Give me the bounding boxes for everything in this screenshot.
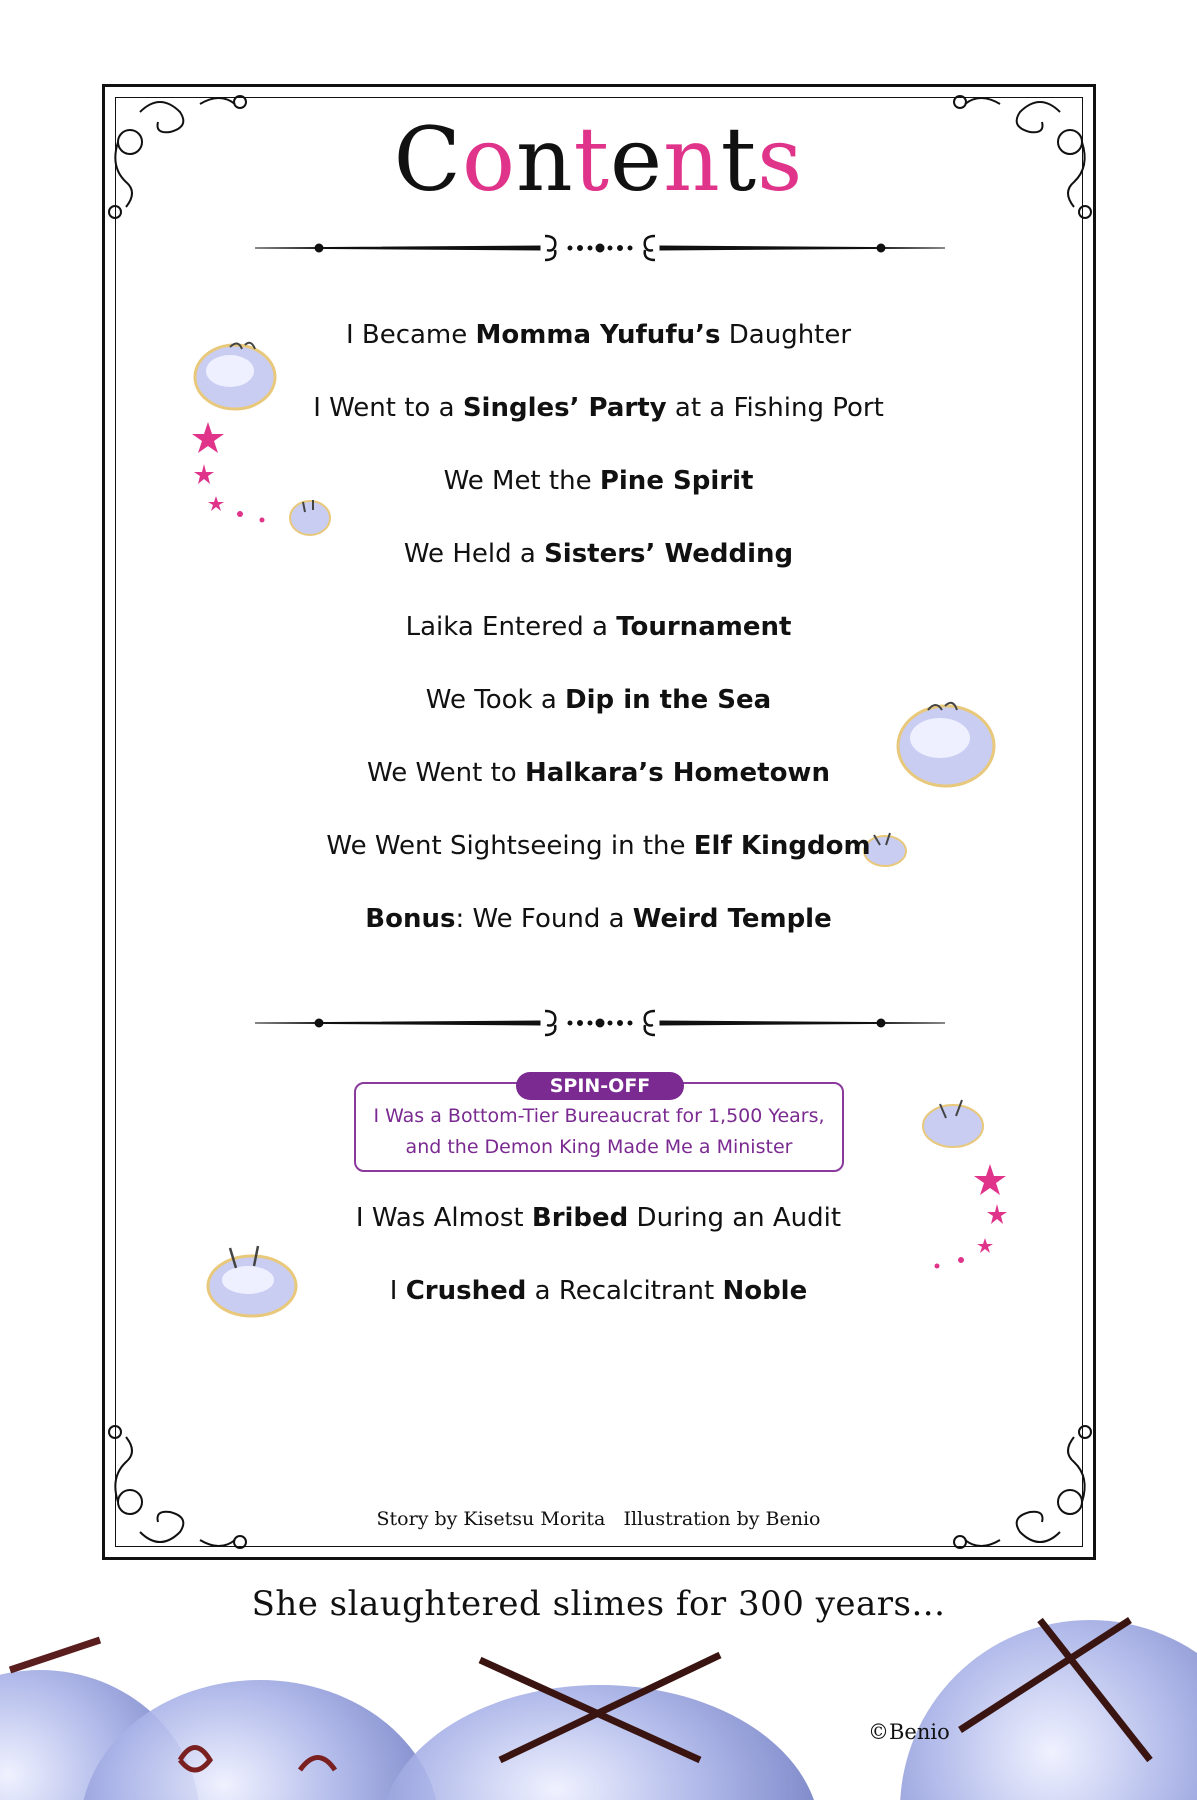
toc-entry-text: : We Found a <box>455 904 633 934</box>
toc-entry-text: Daughter <box>720 320 852 350</box>
page-title <box>0 110 1197 210</box>
toc-entry-text: We Went Sightseeing in the <box>326 831 694 861</box>
toc-entry-text: at a Fishing Port <box>666 393 884 423</box>
title-letter: e <box>610 108 664 211</box>
toc-entry-text: During an Audit <box>628 1203 842 1233</box>
toc-entry-text: We Held a <box>403 539 545 569</box>
toc-entry-text: We Went to <box>367 758 525 788</box>
toc-entry <box>0 902 1197 936</box>
title-letter: t <box>573 108 611 211</box>
toc-entry-text: I Was Almost <box>355 1203 532 1233</box>
toc-entry-text: We Took a <box>425 685 566 715</box>
toc-entry <box>0 1201 1197 1235</box>
toc-entry <box>0 318 1197 352</box>
toc-entry <box>0 537 1197 571</box>
toc-entry-emphasis: Momma Yufufu’s <box>475 320 721 350</box>
toc-entry-emphasis: Tournament <box>616 612 792 642</box>
toc-entry-emphasis: Elf Kingdom <box>693 831 871 861</box>
toc-entry-emphasis: Pine Spirit <box>599 466 754 496</box>
toc-entry <box>0 391 1197 425</box>
spinoff-title-line-1: I Was a Bottom-Tier Bureaucrat for 1,500 Years, <box>373 1105 825 1127</box>
slime-icon-small <box>918 1090 988 1150</box>
toc-entry-emphasis: Bribed <box>531 1203 629 1233</box>
toc-entry-emphasis: Sisters’ Wedding <box>544 539 794 569</box>
title-letter: n <box>515 108 574 211</box>
toc-entry-text: I Went to a <box>313 393 463 423</box>
toc-entry-emphasis: Bonus <box>365 904 456 934</box>
title-letter: s <box>757 108 804 211</box>
spinoff-title-line-2: and the Demon King Made Me a Minister <box>405 1136 793 1158</box>
toc-entry-emphasis: Weird Temple <box>632 904 832 934</box>
title-letter: o <box>461 108 516 211</box>
title-letter: C <box>393 108 462 211</box>
toc-entry-emphasis: Crushed <box>405 1276 527 1306</box>
toc-entry-text: We Met the <box>443 466 600 496</box>
tagline: She slaughtered slimes for 300 years... <box>251 1584 946 1624</box>
toc-entry <box>0 610 1197 644</box>
credits: Story by Kisetsu Morita Illustration by Benio <box>376 1508 821 1530</box>
toc-entry <box>0 829 1197 863</box>
spinoff-badge: SPIN-OFF <box>516 1072 684 1100</box>
corner-flourish-bottom-left <box>100 1412 260 1562</box>
title-letter: t <box>720 108 758 211</box>
toc-entry-text: Laika Entered a <box>405 612 617 642</box>
title-letter: n <box>663 108 721 211</box>
divider-middle <box>255 1003 945 1043</box>
divider-top <box>255 228 945 268</box>
toc-entry-text: I Became <box>345 320 476 350</box>
page-frame-inner <box>115 97 1083 1547</box>
toc-entry-text: a Recalcitrant <box>526 1276 723 1306</box>
toc-entry-emphasis: Halkara’s Hometown <box>524 758 830 788</box>
toc-entry-emphasis: Singles’ Party <box>462 393 667 423</box>
toc-entry-emphasis: Noble <box>722 1276 808 1306</box>
corner-flourish-bottom-right <box>940 1412 1100 1562</box>
toc-entry <box>0 1274 1197 1308</box>
toc-entry-emphasis: Dip in the Sea <box>565 685 772 715</box>
toc-entry-text: I <box>389 1276 406 1306</box>
toc-entry <box>0 683 1197 717</box>
toc-entry <box>0 464 1197 498</box>
copyright: ©Benio <box>868 1720 950 1744</box>
toc-entry <box>0 756 1197 790</box>
